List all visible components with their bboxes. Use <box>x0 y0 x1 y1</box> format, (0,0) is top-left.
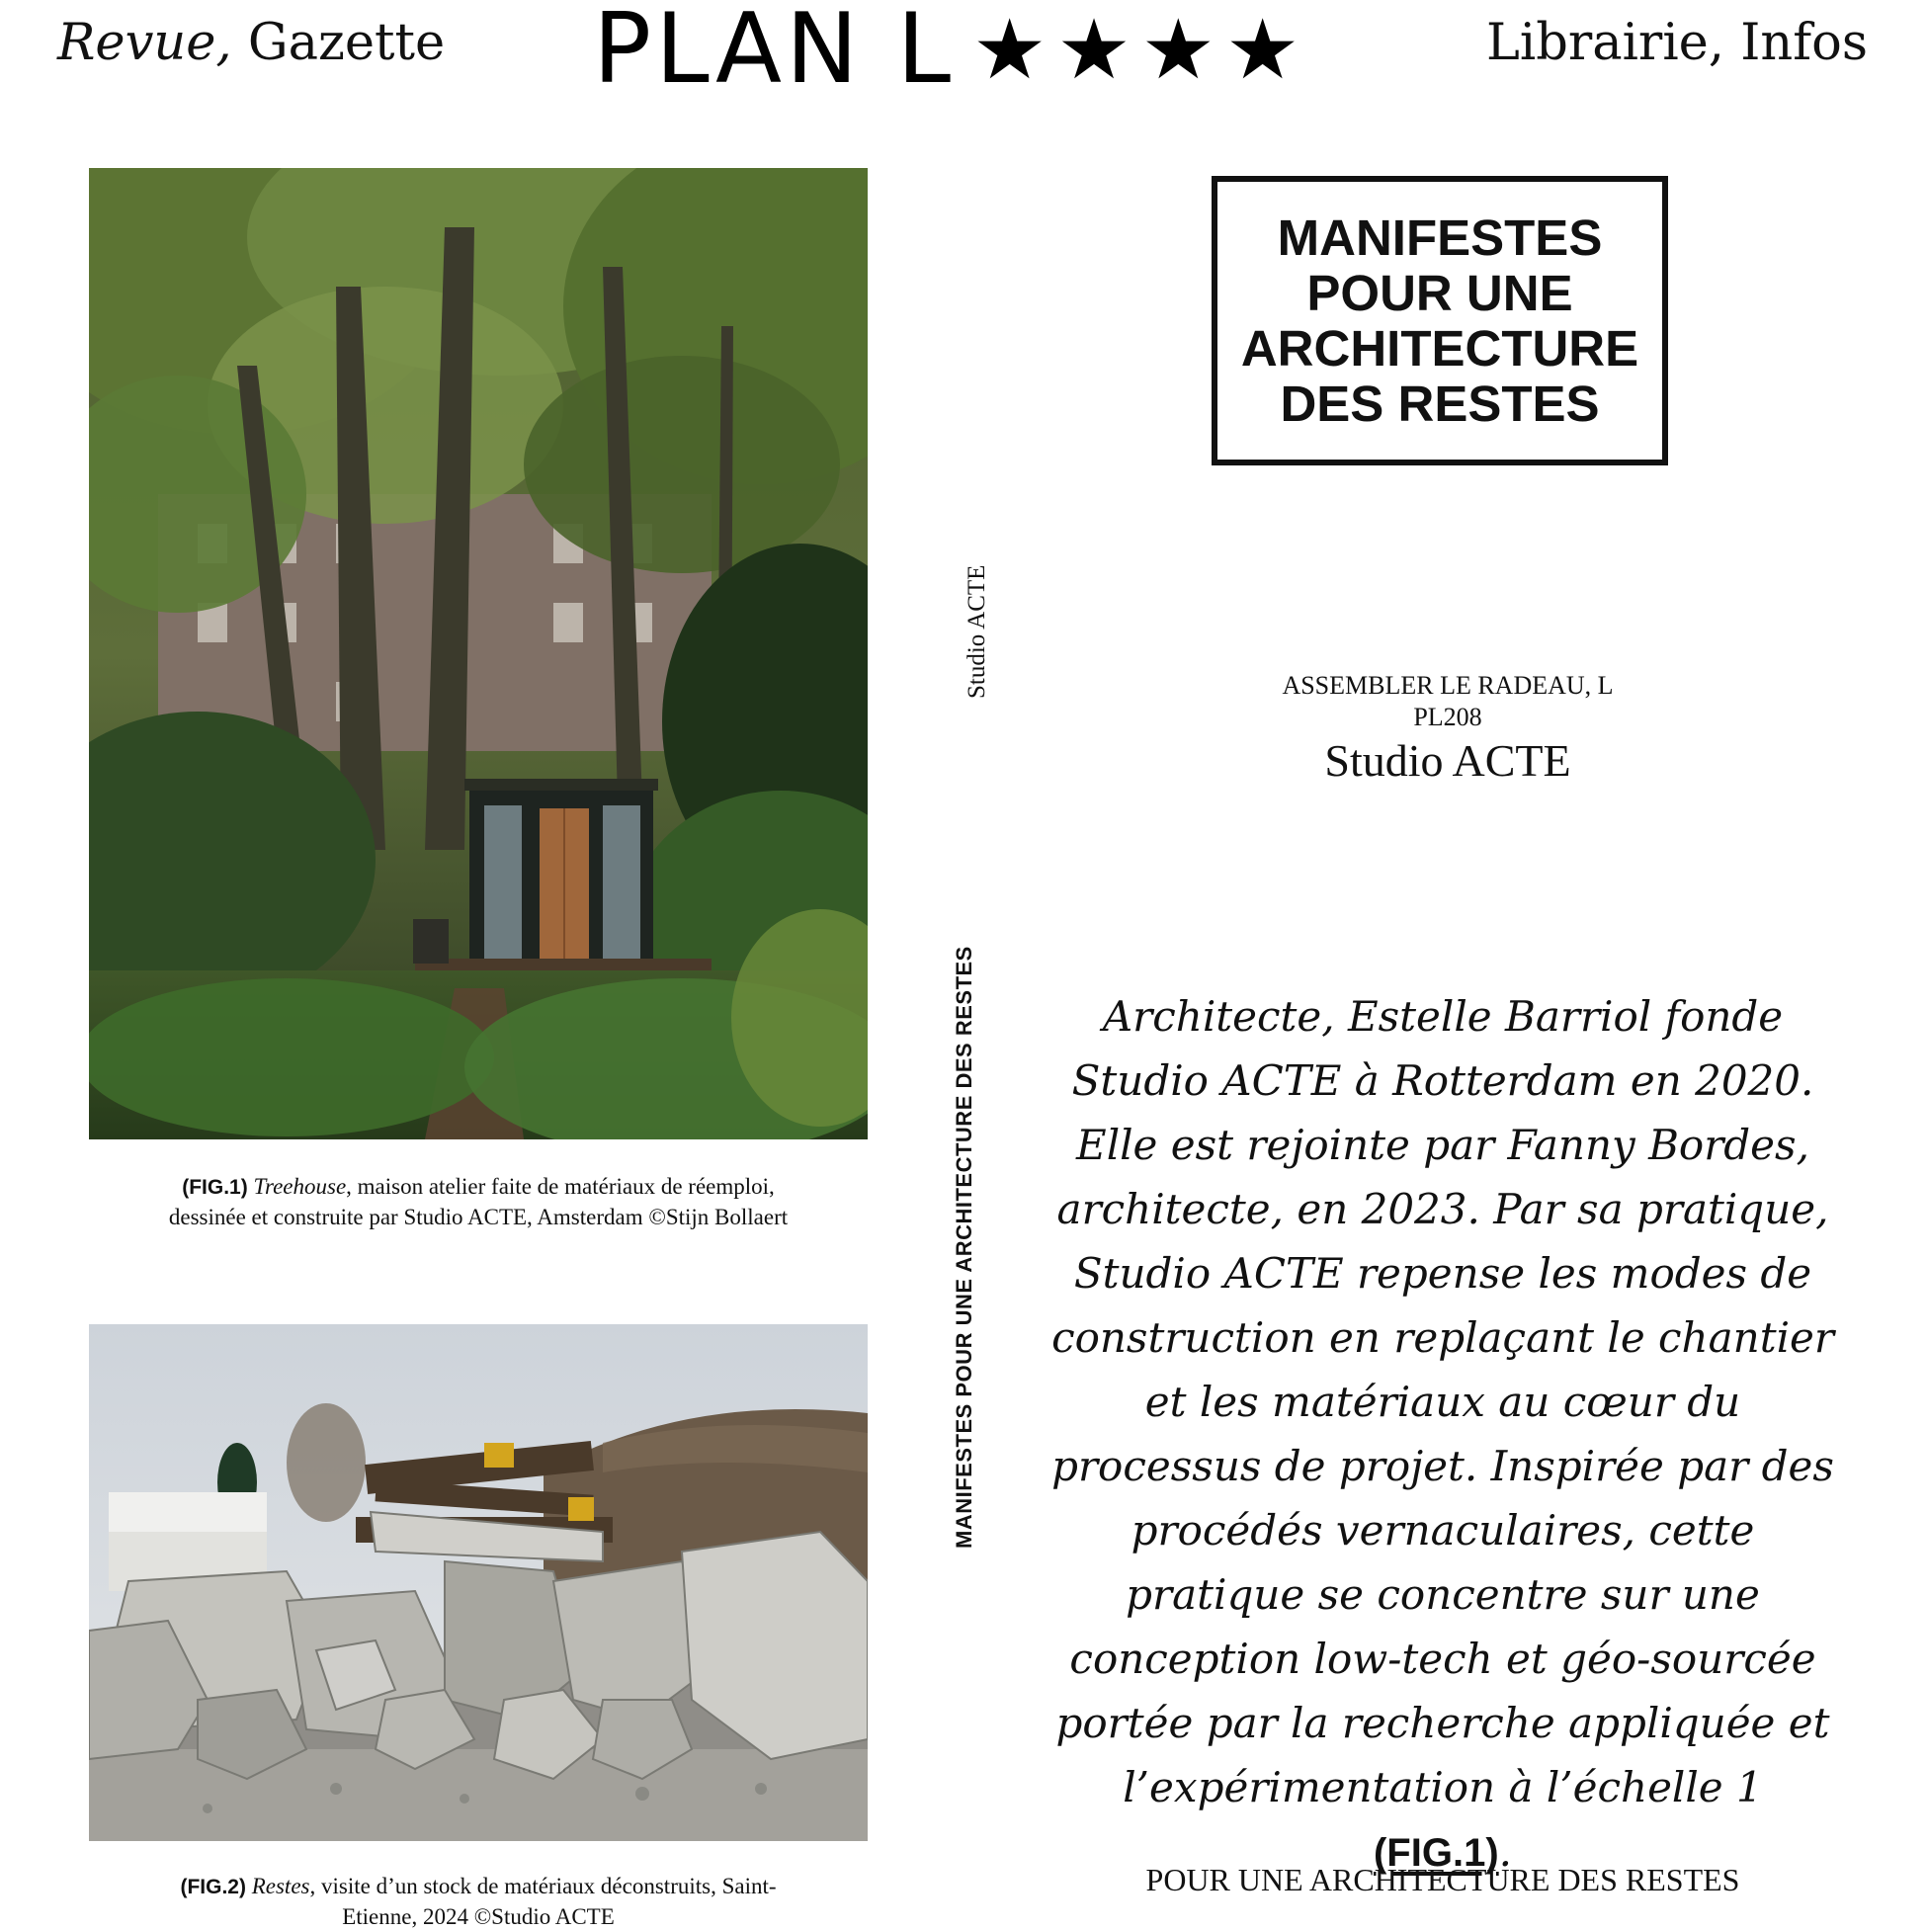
site-logo[interactable] <box>593 0 1310 106</box>
nav-right <box>1486 14 1868 72</box>
book-series: ASSEMBLER LE RADEAU, L <box>1282 671 1614 700</box>
nav-left <box>57 14 445 72</box>
fig1-reference-link[interactable]: (FIG.1) <box>1373 1831 1499 1875</box>
fig1-caption <box>148 1172 808 1232</box>
nav-infos-link[interactable]: Infos <box>1740 14 1868 72</box>
author-bio-text: Architecte, Estelle Barriol fonde Studio ACTE à Rotterdam en 2020. Elle est rejointe par Fanny Bordes, architecte, en 2023. Par sa pratique, Studio ACTE repense les modes de construction en replaçant le chantier et les matériaux au cœur du processus de projet. Inspirée par des procédés vernaculaires, cette pratique se concentre sur une conception low-tech et géo-sourcée portée par la recherche appliquée et l’expérimentation à l’échelle 1 <box>1051 992 1834 1811</box>
section-heading: POUR UNE ARCHITECTURE DES RESTES <box>1145 1862 1740 1897</box>
nav-gazette-link[interactable]: Gazette <box>247 14 446 72</box>
fig2-tag: (FIG.2) <box>180 1876 246 1898</box>
book-author: Studio ACTE <box>1324 735 1571 786</box>
fig1-treehouse-photo <box>89 168 868 1139</box>
book-title: MANIFESTES POUR UNE ARCHITECTURE DES RESTES <box>1240 209 1639 432</box>
author-bio <box>1047 984 1838 1886</box>
fig2-caption-text: , visite d’un stock de matériaux déconstruits, Saint-Etienne, 2024 ©Studio ACTE <box>309 1874 777 1929</box>
nav-revue-link[interactable]: Revue, <box>57 14 232 72</box>
nav-librairie-link[interactable]: Librairie, <box>1486 14 1725 72</box>
logo-stars-icon: ★★★★ <box>972 1 1310 98</box>
fig2-caption <box>148 1872 808 1932</box>
author-bio-end: . <box>1498 1827 1513 1876</box>
spine-author: Studio ACTE <box>964 564 990 699</box>
book-title-box <box>1212 176 1668 465</box>
logo-text: PLAN L <box>593 0 956 106</box>
fig1-tag: (FIG.1) <box>182 1176 248 1199</box>
fig2-stones-photo <box>89 1324 868 1841</box>
spine-title: MANIFESTES POUR UNE ARCHITECTURE DES RESTES <box>952 946 976 1549</box>
fig2-title: Restes <box>251 1874 310 1898</box>
book-code: PL208 <box>1413 703 1482 731</box>
book-series-block <box>1151 670 1744 733</box>
fig1-caption-text: , maison atelier faite de matériaux de réemploi, dessinée et construite par Studio ACTE, Amsterdam ©Stijn Bollaert <box>168 1174 789 1229</box>
fig1-title: Treehouse <box>253 1174 347 1199</box>
